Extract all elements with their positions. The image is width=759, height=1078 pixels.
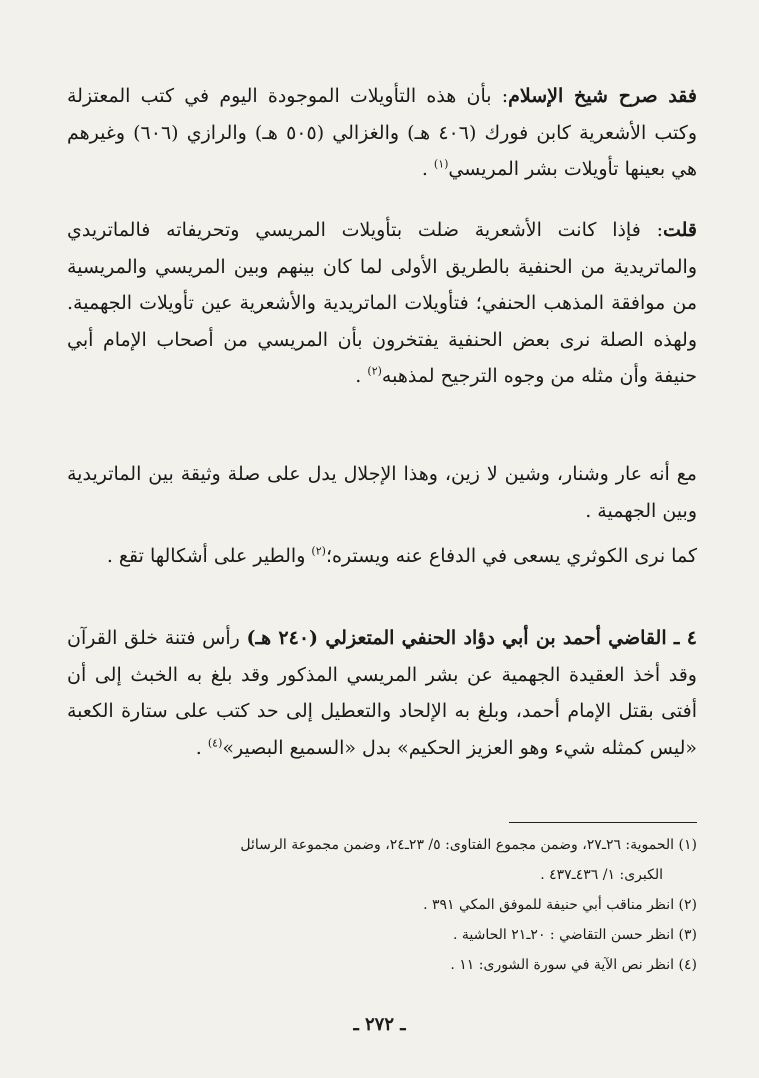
footnote-2-text: انظر مناقب أبي حنيفة للموفق المكي ٣٩١ .: [423, 897, 675, 913]
footnote-4: [67, 950, 697, 980]
footnote-2-number: (٢): [678, 897, 697, 913]
footnote-2: [67, 890, 697, 920]
footnote-1-cont-text: الكبرى: ١/ ٤٣٦ـ٤٣٧ .: [540, 867, 663, 883]
footnote-3-number: (٣): [678, 927, 697, 943]
paragraph-3-text: مع أنه عار وشنار، وشين لا زين، وهذا الإجلال يدل على صلة وثيقة بين الماتريدية وبين الجهمية .: [67, 463, 697, 522]
paragraph-1-lead: فقد صرح شيخ الإسلام: [508, 85, 698, 107]
footnotes: [67, 830, 697, 980]
footnote-ref-2: (٢): [367, 365, 382, 379]
paragraph-2-end: .: [355, 365, 368, 388]
footnote-divider: [509, 822, 697, 823]
paragraph-5-end: .: [195, 736, 208, 759]
footnote-1-text: الحموية: ٢٦ـ٢٧، وضمن مجموع الفتاوى: ٥/ ٢٣ـ٢٤، وضمن مجموعة الرسائل: [240, 837, 675, 853]
footnote-1-number: (١): [678, 837, 697, 853]
paragraph-4: [67, 538, 697, 575]
paragraph-3: [67, 456, 697, 529]
paragraph-2: [67, 212, 697, 395]
footnote-3-text: انظر حسن التقاضي : ٢٠ـ٢١ الحاشية .: [452, 927, 675, 943]
paragraph-1-text: : بأن هذه التأويلات الموجودة اليوم في كتب المعتزلة وكتب الأشعرية كابن فورك (٤٠٦ هـ) والغزالي (٥٠٥ هـ) والرازي (٦٠٦) وغيرهم هي بعينها تأويلات بشر المريسي: [67, 85, 697, 181]
paragraph-4-end: والطير على أشكالها تقع .: [106, 545, 312, 567]
page-number: ـ ٢٧٢ ـ: [353, 1014, 406, 1035]
paragraph-2-text: : فإذا كانت الأشعرية ضلت بتأويلات المريسي وتحريفاته فالماتريدي والماتريدية من الحنفية بالطريق الأولى لما كان بينهم وبين المريسي والمريسية من موافقة المذهب الحنفي؛ فتأويلات الماتريدية والأشعرية عين تأويلات الجهمية. ولهذه الصلة نرى بعض الحنفية يفتخرون بأن المريسي من أصحاب الإمام أبي حنيفة وأن مثله من وجوه الترجيح لمذهبه: [67, 219, 697, 388]
paragraph-5: [67, 620, 697, 766]
footnote-4-number: (٤): [678, 957, 697, 973]
paragraph-5-lead: ٤ ـ القاضي أحمد بن أبي دؤاد الحنفي المتعزلي (٢٤٠ هـ): [246, 627, 697, 649]
footnote-3: [67, 920, 697, 950]
paragraph-4-text: كما نرى الكوثري يسعى في الدفاع عنه ويستره؛: [325, 545, 697, 567]
footnote-ref-1: (١): [433, 157, 449, 171]
paragraph-1-end: .: [421, 158, 434, 181]
paragraph-2-lead: قلت: [662, 219, 697, 241]
footnote-ref-3: (٢): [311, 544, 326, 558]
paragraph-1: [67, 78, 697, 188]
footnote-4-text: انظر نص الآية في سورة الشورى: ١١ .: [450, 957, 675, 973]
footnote-1: [67, 830, 697, 860]
paragraph-5-text: رأس فتنة خلق القرآن وقد أخذ العقيدة الجهمية عن بشر المريسي المذكور وقد بلغ به الخبث إلى أن أفتى بقتل الإمام أحمد، وبلغ به الإلحاد والتعطيل إلى حد كتب على ستارة الكعبة «ليس كمثله شيء وهو العزيز الحكيم» بدل «السميع البصير»: [67, 627, 697, 759]
footnote-ref-4: (٤): [207, 736, 223, 750]
footnote-1-continuation: [67, 860, 697, 890]
